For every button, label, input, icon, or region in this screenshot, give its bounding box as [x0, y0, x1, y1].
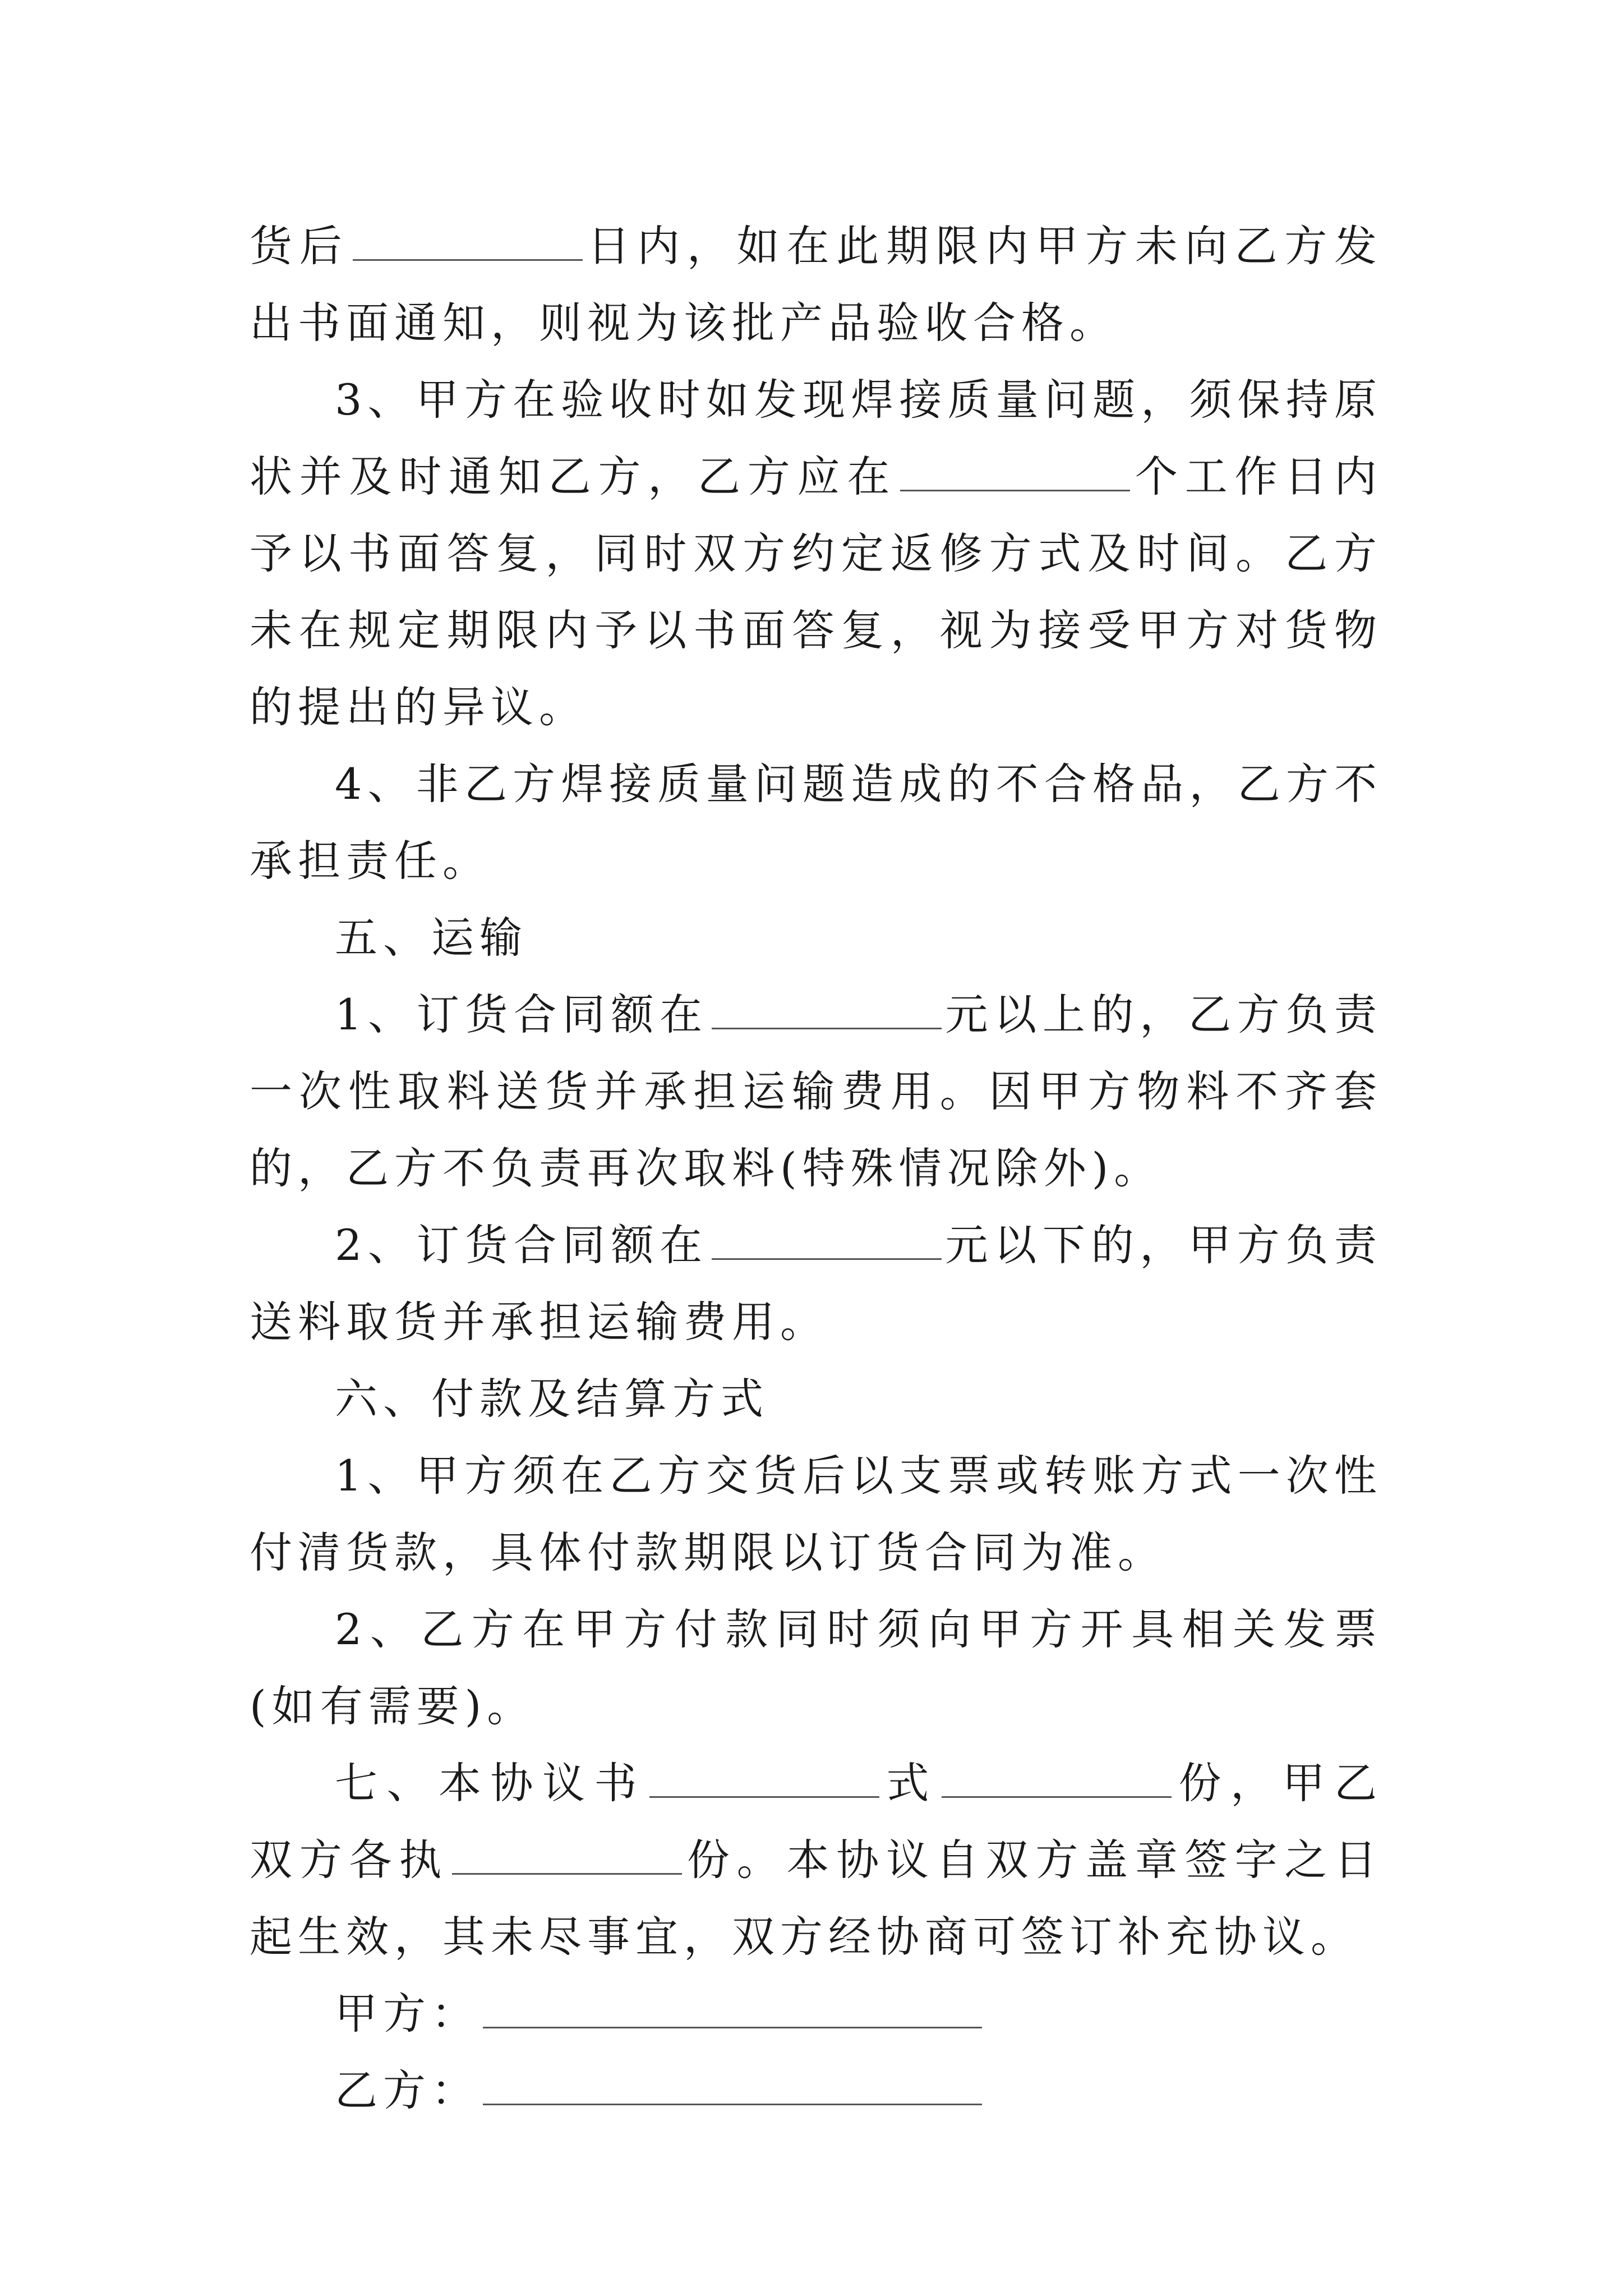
text-run: 式: [883, 1758, 938, 1808]
paragraph-clause-4: [250, 746, 1382, 899]
paragraph-transport-1: [250, 976, 1382, 1207]
text-run: 3、甲方在验收时如发现焊接质量问题，须保持原状并及时通知乙方，乙方应在: [250, 375, 1382, 501]
fill-in-blank-copies[interactable]: [942, 1757, 1172, 1798]
fill-in-blank-each-holds[interactable]: [452, 1834, 682, 1875]
text-run: 六、付款及结算方式: [335, 1374, 769, 1424]
paragraph-copies: [250, 1745, 1382, 1975]
section-heading-transport: [250, 899, 1382, 976]
text-run: 1、订货合同额在: [335, 990, 708, 1039]
text-run: 五、运输: [335, 913, 528, 963]
paragraph-clause-3: [250, 361, 1382, 746]
text-run: 元以下的，甲方负责送料取货并承担运输费用。: [250, 1220, 1383, 1347]
text-run: 日内，如在此期限内甲方未向乙方发出书面通知，则视为该批产品验收合格。: [250, 221, 1383, 348]
text-run: 元以上的，乙方负责一次性取料送货并承担运输费用。因甲方物料不齐套的，乙方不负责再次取料(特殊情况除外)。: [250, 990, 1383, 1193]
party-b-label: 乙方：: [335, 2065, 479, 2115]
signature-party-b: [250, 2052, 1382, 2129]
text-run: 2、乙方在甲方付款同时须向甲方开具相关发票(如有需要)。: [250, 1604, 1382, 1731]
text-run: 2、订货合同额在: [335, 1220, 708, 1270]
document-body: [250, 208, 1382, 2129]
paragraph-acceptance-period: [250, 208, 1382, 361]
fill-in-blank-amount-below[interactable]: [712, 1219, 942, 1260]
fill-in-blank-amount-above[interactable]: [712, 988, 942, 1029]
party-a-signature-line[interactable]: [483, 1987, 982, 2028]
paragraph-payment-2: [250, 1591, 1382, 1745]
paragraph-transport-2: [250, 1207, 1382, 1360]
fill-in-blank-workdays[interactable]: [900, 450, 1130, 491]
paragraph-payment-1: [250, 1437, 1382, 1591]
text-run: 个工作日内予以书面答复，同时双方约定返修方式及时间。乙方未在规定期限内予以书面答复，视为接受甲方对货物的提出的异议。: [250, 452, 1383, 732]
fill-in-blank-form[interactable]: [649, 1757, 879, 1798]
text-run: 份。本协议自双方盖章签字之日起生效，其未尽事宜，双方经协商可签订补充协议。: [250, 1835, 1383, 1962]
text-run: 货后: [250, 221, 349, 271]
text-run: 1、甲方须在乙方交货后以支票或转账方式一次性付清货款，具体付款期限以订货合同为准。: [250, 1451, 1382, 1577]
section-heading-payment: [250, 1360, 1382, 1437]
party-b-signature-line[interactable]: [483, 2064, 982, 2105]
party-a-label: 甲方：: [335, 1989, 479, 2039]
text-run: 4、非乙方焊接质量问题造成的不合格品，乙方不承担责任。: [250, 759, 1382, 886]
text-run: 七、本协议书: [335, 1758, 646, 1808]
text-run: 份，甲乙双方各执: [250, 1758, 1382, 1885]
fill-in-blank-days[interactable]: [353, 220, 583, 261]
signature-party-a: [250, 1975, 1382, 2052]
